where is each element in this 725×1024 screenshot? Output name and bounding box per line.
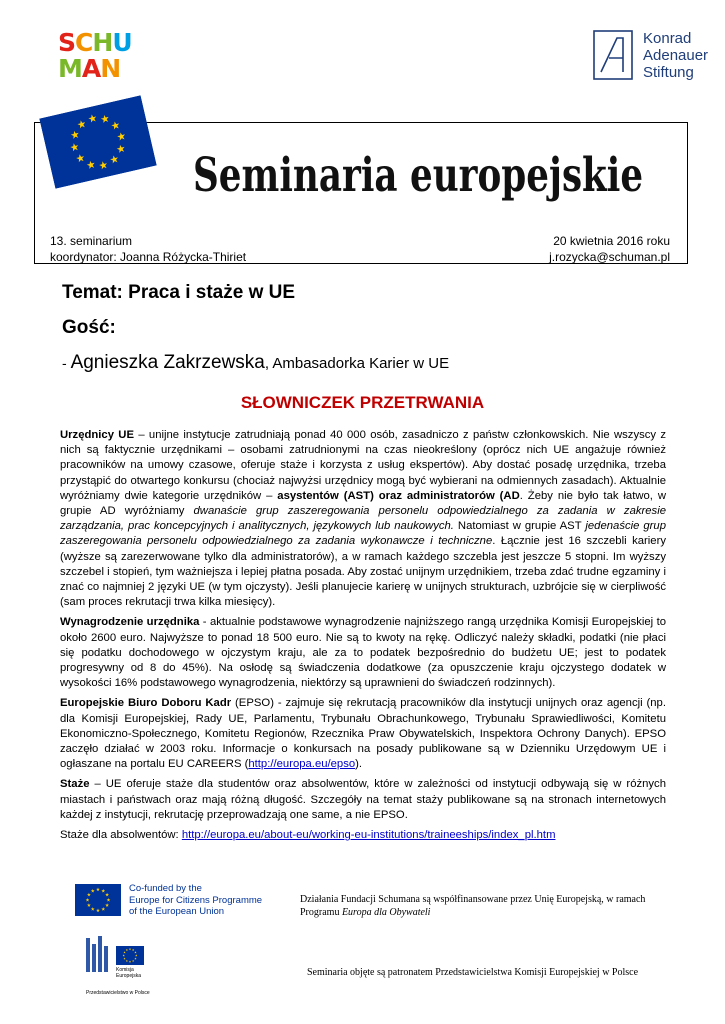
guest-role: , Ambasadorka Karier w UE	[264, 355, 450, 372]
efc-line3: of the European Union	[129, 906, 225, 917]
schuman-letter: M	[58, 54, 82, 83]
patronage-note: Seminaria objęte są patronatem Przedstawicielstwa Komisji Europejskiej w Polsce	[307, 967, 639, 978]
guest-heading: Gość:	[62, 317, 116, 338]
ec-line1: Komisja	[116, 967, 134, 973]
kas-line1: Konrad	[643, 30, 692, 47]
schuman-letter: U	[112, 28, 132, 57]
kas-logo-text	[643, 30, 708, 81]
schuman-letter: N	[100, 54, 121, 83]
epso-link[interactable]: http://europa.eu/epso	[248, 758, 356, 771]
glossary-body	[60, 428, 666, 848]
europe-for-citizens-logo	[75, 880, 275, 920]
ec-representation: Przedstawicielstwo w Polsce	[86, 990, 150, 996]
funding-text: Działania Fundacji Schumana są współfinansowane przez Unię Europejską, w ramach Programu	[300, 894, 646, 918]
text-span: (EPSO) - zajmuje się rekrutacją pracowników dla instytucji unijnych oraz agencji (np. dla Komisji Europejskiej, Rady UE, Parlamentu, Trybunału Obrachunkowego, Trybunału Sprawiedliwości, Komitetu Ekonomiczno-Społecznego, Komitetu Regionów, Rzecznika Praw Obywatelskich, Inspektora Ochrony Danych). EPSO zaczęło działać w 2003 roku. Informacje o konkursach na posady publikowane są w Dzienniku Urzędowym UE i ogłaszane na portalu EU CAREERS (	[60, 697, 666, 771]
text-span: Natomiast w grupie AST	[453, 520, 586, 533]
schuman-letter: A	[81, 54, 101, 83]
coordinator: koordynator: Joanna Różycka-Thiriet	[50, 250, 247, 264]
kas-line2: Adenauer	[643, 47, 709, 64]
schuman-letter: C	[75, 28, 93, 57]
guest-dash: -	[62, 355, 71, 371]
kas-logo-icon	[593, 30, 633, 80]
efc-line1: Co-funded by the	[129, 883, 202, 894]
european-commission-logo	[80, 928, 170, 1003]
italic-ad-groups: dwanaście grup zaszeregowania personelu odpowiedzialnego za zadania w zakresie zarządzania, prac koncepcyjnych i analitycznych, językowych lub naukowych.	[60, 505, 666, 533]
glossary-title: SŁOWNICZEK PRZETRWANIA	[240, 393, 485, 412]
text-span: – unijne instytucje zatrudniają ponad 40 000 osób, zasadniczo z państw członkowskich. Nie wszyscy z nich są faktycznie urzędnikami – osobami zatrudnionymi na czas nieokreślony (oprócz nich UE angażuje również pracowników na umowy czasowe, oferuje staże i korzysta z usług ekspertów). Aby dostać posadę urzędnika, trzeba przystąpić do otwartego konkursu (chociaż najwyżsi urzędnicy mogą być wybierani na odmiennych zasadach). Aktualnie wyróżniamy dwie kategorie urzędników –	[60, 429, 667, 502]
seminar-meta-right	[549, 233, 670, 265]
italic-ast-groups: jedenaście grup zaszeregowania personelu odpowiedzialnego za zadania wykonawcze i techniczne	[60, 520, 666, 548]
paragraph-salary	[60, 615, 666, 691]
ec-line2: Europejska	[116, 973, 142, 979]
paragraph-epso	[60, 696, 666, 772]
funding-note	[300, 893, 660, 919]
schuman-letter: H	[92, 28, 113, 57]
paragraph-graduate-traineeships	[60, 828, 666, 843]
schuman-logo	[58, 28, 132, 86]
term-ast-ad: asystentów (AST) oraz administratorów (AD	[277, 489, 520, 502]
schuman-logo-line2	[58, 54, 121, 83]
eu-flag-small-icon	[75, 884, 121, 916]
commission-building-icon	[84, 934, 114, 974]
ec-text	[116, 967, 141, 979]
paragraph-officials	[60, 428, 666, 610]
efc-text	[129, 883, 262, 918]
eu-flag-tiny-icon	[116, 946, 144, 965]
efc-line2: Europe for Citizens Programme	[129, 894, 263, 906]
text-span: – UE oferuje staże dla studentów oraz absolwentów, które w zależności od instytucji odbywają się w różnych miastach i państwach oraz mają różną długość. Szczegóły na temat staży publikowane są na stronach internetowych każdej z instytucji, rekrutację przeprowadzają one same, a nie EPSO.	[60, 778, 666, 821]
text-span: . Łącznie jest 16 szczebli kariery (wyższe są zarezerwowane tylko dla administratorów), a w ramach każdego szczebla jest jeszcze 5 stopni. Im wyższy szczebel i stopień, tym ważniejsza i lepiej płatna posada. Aby zostać unijnym urzędnikiem, trzeba zdać trudne egzaminy i znać co najmniej 2 języki UE (w tym ojczysty). Jeśli planujecie karierę w unijnych strukturach, uzbrójcie się w cierpliwość (sam proces rekrutacji trwa kilka miesięcy).	[60, 535, 667, 609]
seminar-meta-left	[50, 233, 246, 265]
seminar-date: 20 kwietnia 2016 roku	[553, 234, 670, 248]
text-span: ).	[355, 758, 363, 771]
kas-line3: Stiftung	[643, 64, 694, 81]
text-span: - aktualnie podstawowe wynagrodzenie najniższego rangą urzędnika Komisji Europejskiej to około 2600 euro. Najwyższe to ponad 18 500 euro. Nie są to kwoty na rękę. Odliczyć należy składki, podatki (nie płaci się podatku dochodowego w ojczystym kraju, ale za to podatek bezpośrednio do budżetu UE; jest to podatek progresywny od 8 do 45%). Na osłodę są świadczenia dodatkowe (za opuszczenie kraju ojczystego dodatek w wysokości 16% podstawowego wynagrodzenia, niektórzy są uprawnieni do świadczeń rodzinnych).	[60, 616, 666, 690]
kas-logo	[593, 30, 725, 86]
guest-line	[62, 352, 449, 374]
text-span: . Żeby nie było tak łatwo, w grupie AD wyróżniamy	[60, 489, 666, 518]
schuman-letter: S	[58, 28, 76, 57]
traineeships-link[interactable]: http://europa.eu/about-eu/working-eu-institutions/traineeships/index_pl.htm	[181, 829, 556, 842]
seminar-number: 13. seminarium	[50, 234, 133, 248]
term-epso: Europejskie Biuro Doboru Kadr	[60, 697, 232, 710]
term-traineeships: Staże	[60, 778, 90, 791]
banner-title: Seminaria europejskie	[193, 148, 644, 203]
term-officials: Urzędnicy UE	[60, 429, 135, 441]
paragraph-traineeships	[60, 777, 666, 823]
topic-heading: Temat: Praca i staże w UE	[62, 282, 296, 303]
funding-program: Europa dla Obywateli	[341, 907, 431, 918]
schuman-logo-line1	[58, 28, 132, 57]
contact-email[interactable]: j.rozycka@schuman.pl	[549, 250, 670, 264]
text-span: Staże dla absolwentów:	[60, 829, 182, 842]
guest-name: Agnieszka Zakrzewska	[70, 352, 265, 373]
term-salary: Wynagrodzenie urzędnika	[60, 616, 200, 629]
